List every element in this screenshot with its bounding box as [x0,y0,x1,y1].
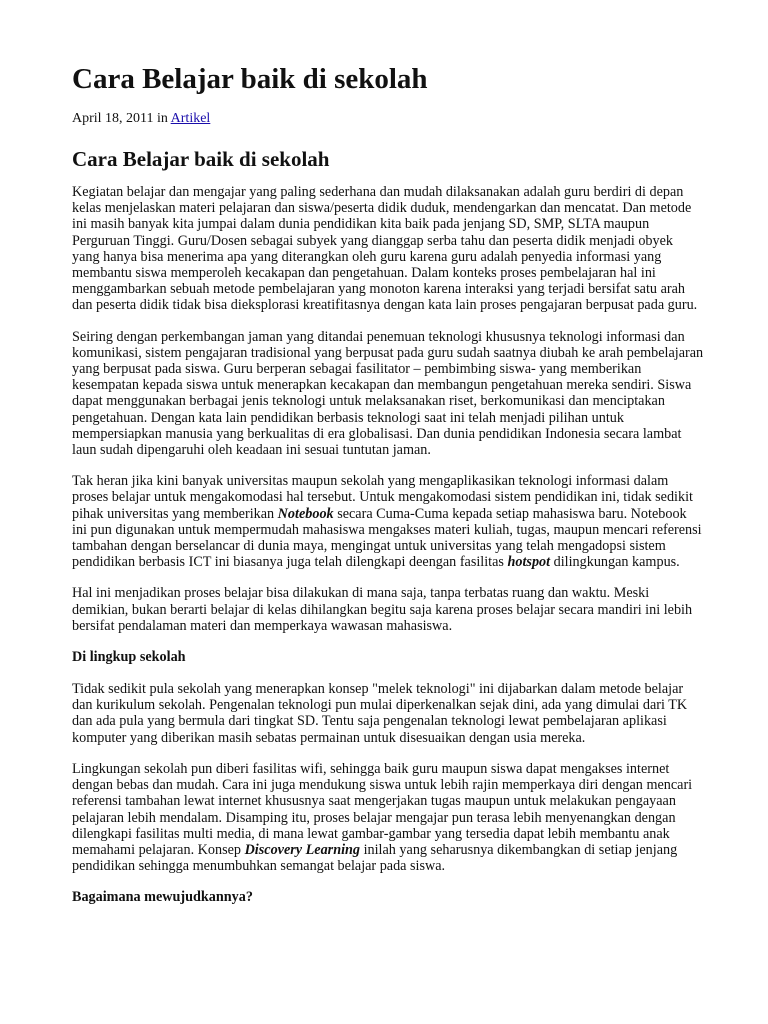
paragraph-3-text-c: secara Cuma-Cuma kepada setiap mahasiswa baru. Notebook ini pun digunakan untuk mempermudah mahasiswa mengakses materi kuliah, tugas, maupun mencari referensi tambahan dengan berselancar di dunia maya, mengingat untuk universitas yang telah mengadopsi sistem pendidikan berbasis ICT ini biasanya juga telah dilengkapi deengan fasilitas [72,505,702,571]
post-meta [72,110,704,128]
paragraph-6-text-a: Lingkungan sekolah pun diberi fasilitas wifi, sehingga baik guru maupun siswa dapat mengakses internet dengan bebas dan mudah. Cara ini juga mendukung siswa untuk lebih rajin memperkaya diri dengan mencari referensi tambahan lewat internet khususnya saat mengerjakan tugas maupun untuk melakukan pengayaan pelajaran lebih mendalam. Disamping itu, proses belajar mengajar pun terasa lebih menyenangkan dengan dilengkapi fasilitas multi media, di mana lewat gambar-gambar yang tersedia dapat lebih membantu anak memahami pelajaran. Konsep [72,760,693,858]
post-date: April 18, 2011 in [72,111,171,126]
paragraph-2: Seiring dengan perkembangan jaman yang ditandai penemuan teknologi khususnya teknologi informasi dan komunikasi, sistem pengajaran tradisional yang berpusat pada guru sudah saatnya diubah ke arah pembelajaran yang berpusat pada siswa. Guru berperan sebagai fasilitator – pembimbing siswa- yang memberikan kesempatan kepada siswa untuk menerapkan kecakapan dan membangun pengetahuan mereka sendiri. Siswa dapat menggunakan berbagai jenis teknologi untuk melaksanakan riset, berkomunikasi dan menciptakan pengetahuan. Dengan kata lain pendidikan berbasis teknologi saat ini telah menjadi pilihan untuk mempersiapkan manusia yang berkualitas di era globalisasi. Dan dunia pendidikan Indonesia secara lambat laun sudah dipengaruhi oleh keadaan ini sesuai tuntutan jaman. [72,328,704,459]
paragraph-3-text-a: Tak heran jika kini banyak universitas maupun sekolah yang mengaplikasikan teknologi informasi dalam proses belajar untuk mengakomodasi hal tersebut. Untuk mengakomodasi sistem pendidikan ini, tidak sedikit pihak universitas yang memberikan [72,473,693,522]
paragraph-5: Tidak sedikit pula sekolah yang menerapkan konsep "melek teknologi" ini dijabarkan dalam metode belajar dan kurikulum sekolah. Pengenalan teknologi pun mulai diperkenalkan sejak dini, ada yang dimulai dari TK dan ada pula yang bermula dari tingkat SD. Tentu saja pengenalan teknologi lewat pembelajaran aplikasi komputer yang diberikan masih sebatas permainan untuk disesuaikan dengan usia mereka. [72,681,688,746]
paragraph-3 [72,473,704,570]
page-title: Cara Belajar baik di sekolah [72,63,428,95]
paragraph-4: Hal ini menjadikan proses belajar bisa dilakukan di mana saja, tanpa terbatas ruang dan waktu. Meski demikian, bukan berarti belajar di kelas dihilangkan begitu saja karena proses belajar secara mandiri ini lebih bersifat pendalaman materi dan memperkaya wawasan mahasiswa. [72,585,693,634]
paragraph-1: Kegiatan belajar dan mengajar yang paling sederhana dan mudah dilaksanakan adalah guru berdiri di depan kelas menjelaskan materi pelajaran dan siswa/peserta didik duduk, mendengarkan dan mencatat. Dan metode ini masih banyak kita jumpai dalam dunia pendidikan kita baik pada jenjang SD, SMP, SLTA maupun Perguruan Tinggi. Guru/Dosen sebagai subyek yang dianggap serba tahu dan peserta didik menjadi obyek yang hanya bisa menerima apa yang diterangkan oleh guru karena guru adalah penyedia informasi yang membantu siswa memperoleh kecakapan dan pengetahuan. Dalam konteks proses pembelajaran hal ini menggambarkan sebuah metode pembelajaran yang monoton karena interaksi yang terjadi bersifat satu arah dan peserta didik tidak bisa dieksplorasi kreatifitasnya dengan kata lain proses pengajaran berpusat pada guru. [72,184,698,314]
section-heading-lingkup: Di lingkup sekolah [72,649,186,666]
category-link[interactable]: Artikel [170,111,211,126]
discovery-learning-emphasis: Discovery Learning [244,841,361,858]
hotspot-emphasis: hotspot [507,554,551,571]
paragraph-6-text-c: inilah yang seharusnya dikembangkan di setiap jenjang pendidikan sehingga menumbuhkan semangat belajar pada siswa. [72,841,678,875]
section-heading-bagaimana: Bagaimana mewujudkannya? [72,889,253,906]
paragraph-3-text-e: dilingkungan kampus. [550,554,680,571]
notebook-emphasis: Notebook [277,505,334,522]
article-heading: Cara Belajar baik di sekolah [72,147,330,171]
paragraph-6 [72,761,704,874]
